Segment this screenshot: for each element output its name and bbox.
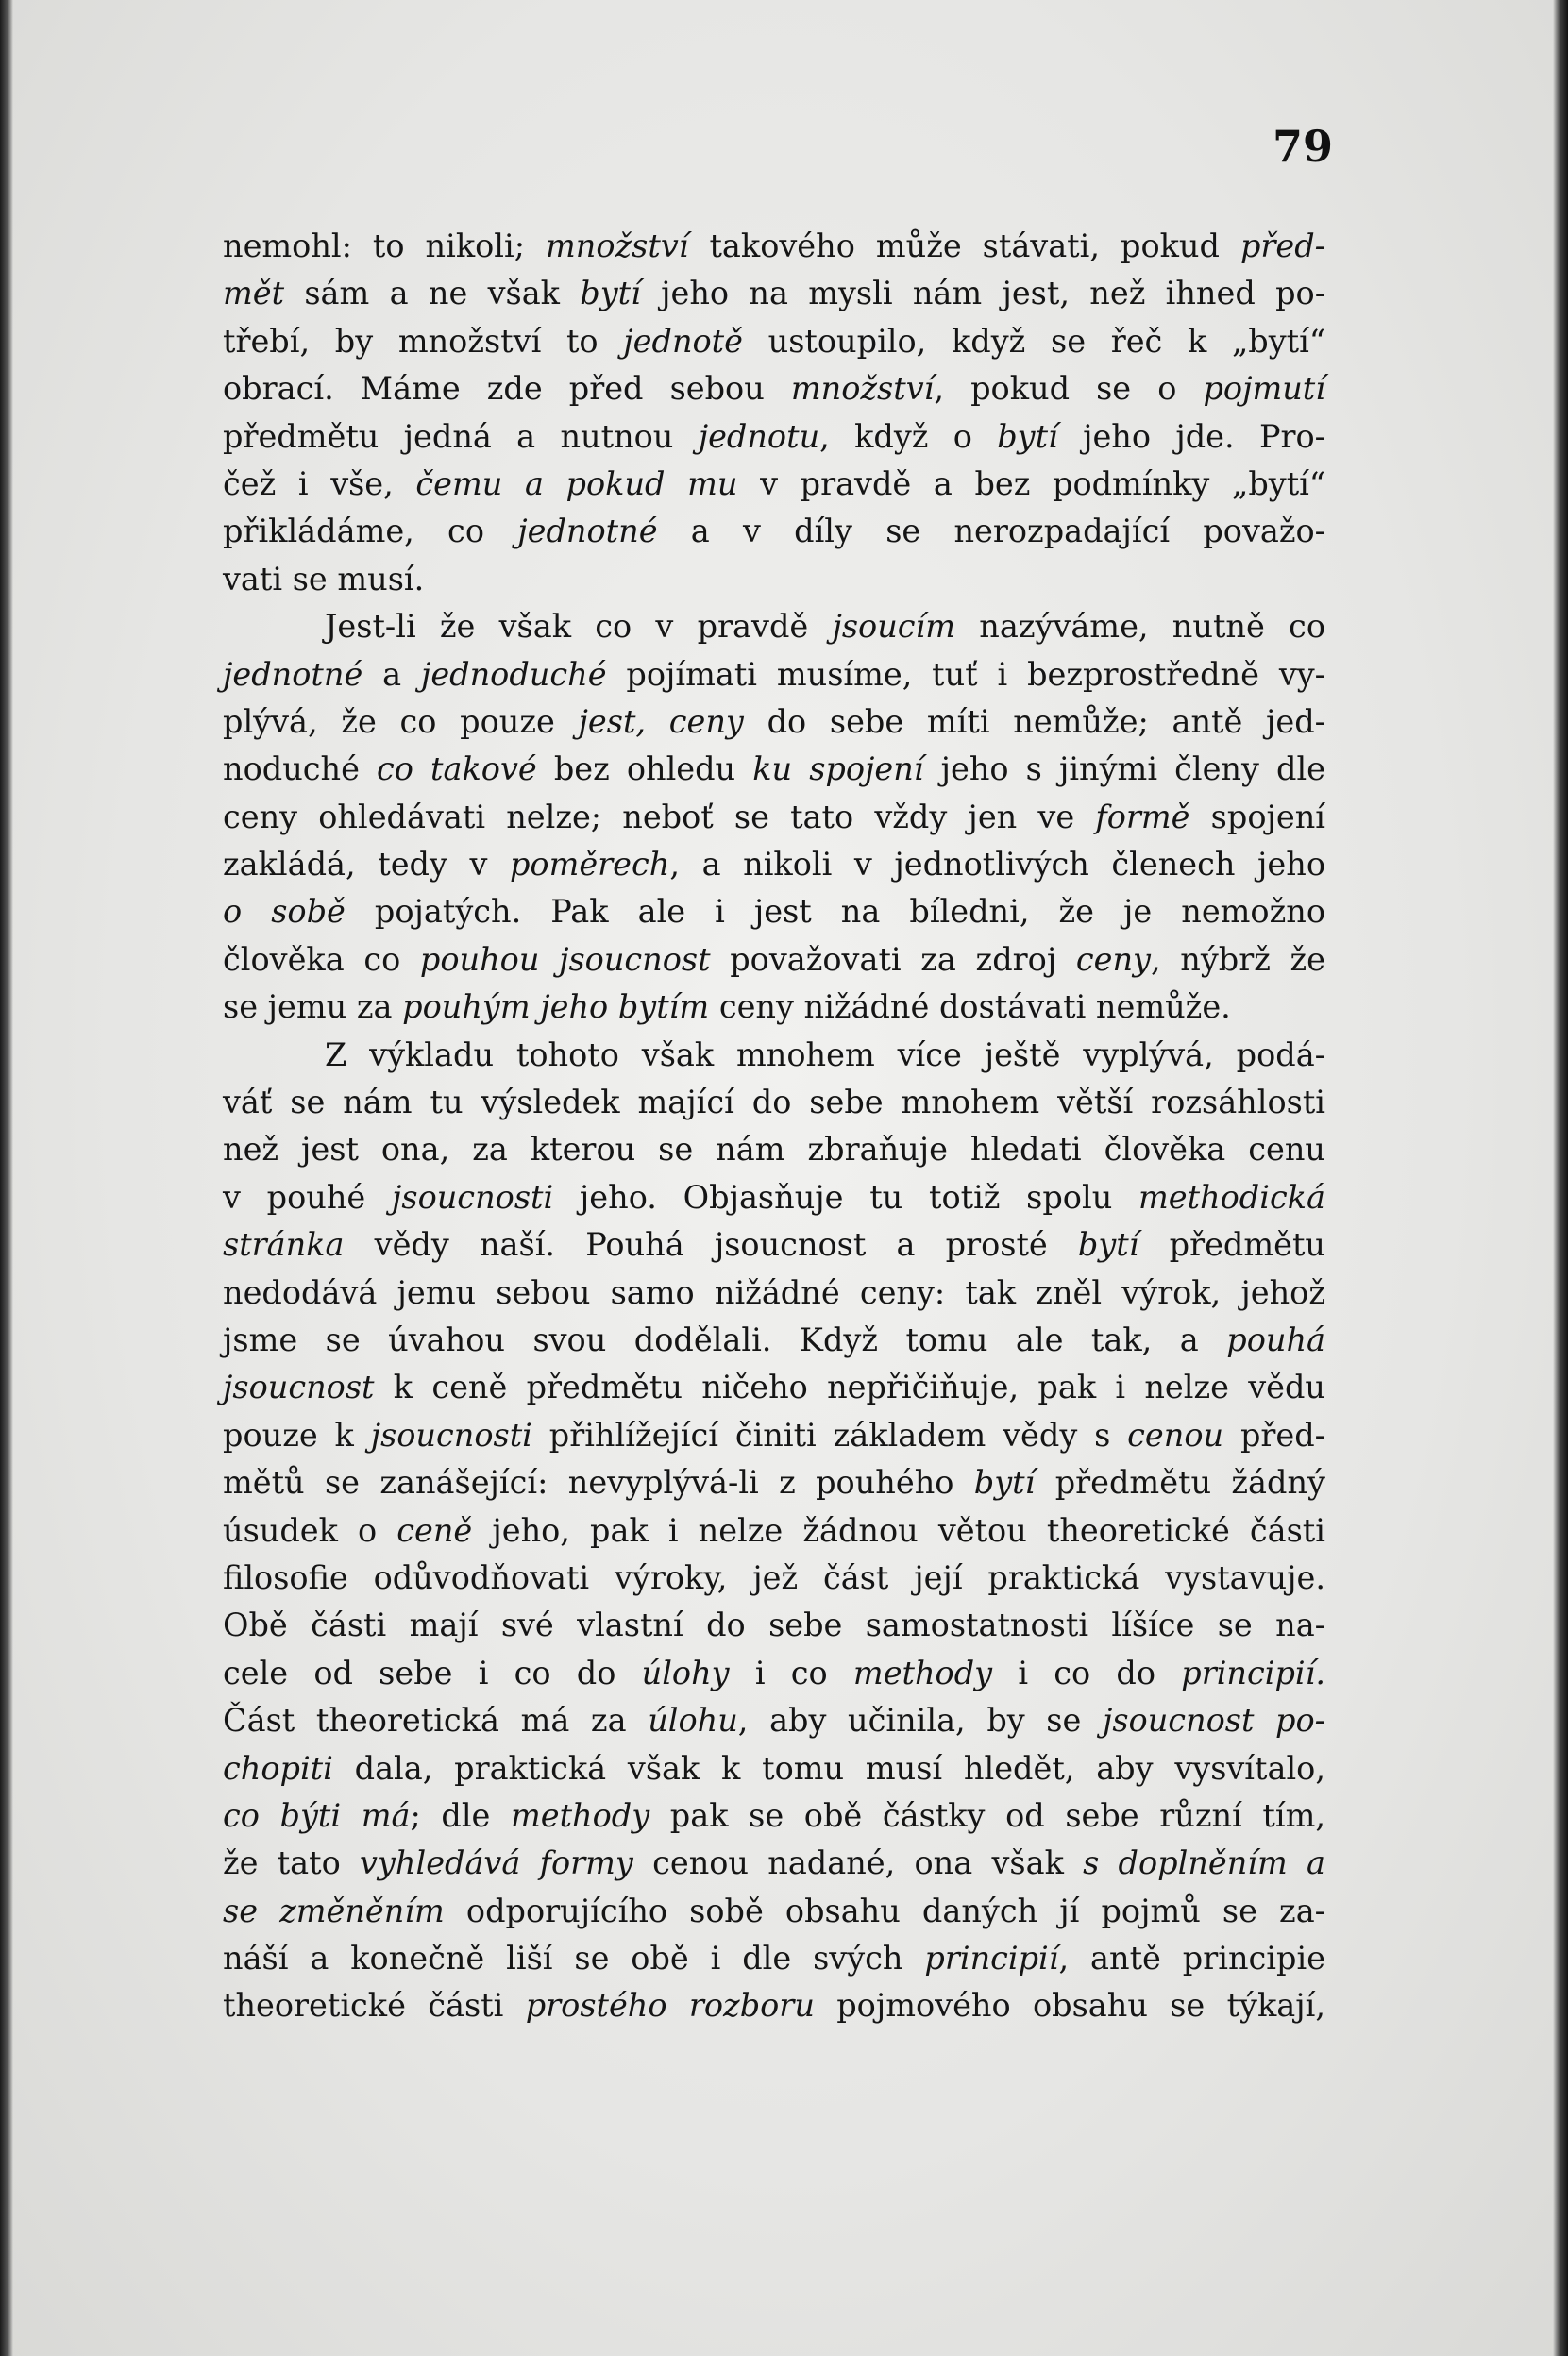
text-segment: do sebe míti nemůže; antě jed-	[743, 702, 1326, 740]
text-segment: jeho na mysli nám jest, než ihned po-	[640, 275, 1326, 312]
italic-text-segment: jednotné	[223, 655, 363, 693]
text-segment: ceny ohledávati nelze; neboť se tato vždy jen ve	[223, 798, 1096, 835]
italic-text-segment: jednotu	[698, 417, 820, 455]
text-line	[223, 365, 1325, 412]
italic-text-segment: jednotě	[623, 322, 743, 360]
text-segment: pouze k	[223, 1416, 371, 1454]
text-segment: bez ohledu	[536, 750, 753, 788]
text-line	[223, 1459, 1325, 1506]
text-line	[223, 841, 1325, 888]
text-segment: Obě části mají své vlastní do sebe samostatnosti líšíce se na-	[223, 1607, 1325, 1644]
text-segment: pojatých. Pak ale i jest na bíledni, že je nemožno	[345, 893, 1325, 931]
text-line	[223, 413, 1325, 461]
page-left-edge-shadow	[0, 0, 13, 2356]
italic-text-segment: pouhým jeho bytím	[402, 988, 710, 1026]
text-segment: náší a konečně liší se obě i dle svých	[223, 1940, 925, 1977]
text-segment: přikládáme, co	[223, 513, 518, 550]
text-segment: Z výkladu tohoto však mnohem více ještě vyplývá, podá-	[325, 1035, 1325, 1073]
text-segment: se jemu za	[223, 988, 403, 1026]
text-segment: před-	[1223, 1416, 1325, 1454]
italic-text-segment: vyhledává formy	[360, 1844, 633, 1882]
text-line	[223, 1364, 1325, 1411]
text-segment: než jest ona, za kterou se nám zbraňuje hledati člověka cenu	[223, 1131, 1325, 1169]
text-line	[223, 1412, 1325, 1459]
text-line	[223, 1792, 1325, 1840]
text-line	[223, 1317, 1325, 1364]
text-segment: , pokud se o	[934, 370, 1204, 408]
text-segment: v pouhé	[223, 1178, 392, 1216]
italic-text-segment: úlohu	[648, 1702, 738, 1740]
text-segment: mětů se zanášející: nevyplývá-li z pouhého	[223, 1464, 974, 1502]
italic-text-segment: mět	[223, 275, 285, 312]
italic-text-segment: jsoucnosti	[391, 1178, 554, 1216]
text-segment: i co	[729, 1654, 853, 1691]
text-segment: nemohl: to nikoli;	[223, 227, 546, 264]
italic-text-segment: principií	[924, 1940, 1059, 1977]
text-line	[223, 1079, 1325, 1126]
italic-text-segment: cenou	[1127, 1416, 1224, 1454]
text-segment: pak se obě částky od sebe různí tím,	[649, 1796, 1325, 1834]
italic-text-segment: bytí	[580, 275, 641, 312]
italic-text-segment: bytí	[973, 1464, 1036, 1502]
text-line	[223, 1270, 1325, 1317]
text-segment: ustoupilo, když se řeč k „bytí“	[742, 322, 1325, 360]
italic-text-segment: jednotné	[517, 513, 658, 550]
text-line	[223, 1555, 1325, 1602]
text-line	[223, 603, 1325, 650]
text-segment: , antě principie	[1058, 1940, 1325, 1977]
italic-text-segment: poměrech	[509, 846, 670, 884]
text-segment: čež i vše,	[223, 464, 416, 502]
italic-text-segment: bytí	[997, 417, 1058, 455]
text-segment: a	[362, 655, 421, 693]
text-segment: úsudek o	[223, 1511, 397, 1549]
italic-text-segment: jsoucnosti	[370, 1416, 532, 1454]
text-segment: dala, praktická však k tomu musí hledět, aby vysvítalo,	[332, 1749, 1325, 1787]
text-segment: cele od sebe i co do	[223, 1654, 642, 1691]
italic-text-segment: prostého rozboru	[525, 1987, 815, 2025]
text-line	[223, 651, 1325, 698]
italic-text-segment: jest, ceny	[578, 702, 744, 740]
text-segment: předmětu jedná a nutnou	[223, 417, 699, 455]
italic-text-segment: o sobě	[223, 893, 346, 931]
italic-text-segment: se změněním	[223, 1892, 445, 1929]
text-segment: , když o	[819, 417, 998, 455]
text-segment: jeho s jinými členy dle	[923, 750, 1326, 788]
text-segment: jeho, pak i nelze žádnou větou theoretické části	[472, 1511, 1325, 1549]
italic-text-segment: ku spojení	[752, 750, 924, 788]
text-segment: jeho jde. Pro-	[1057, 417, 1325, 455]
text-segment: spojení	[1189, 798, 1325, 835]
text-line	[223, 270, 1325, 317]
body-text	[223, 223, 1325, 2030]
text-segment: ceny nižádné dostávati nemůže.	[709, 988, 1231, 1026]
text-line	[223, 1126, 1325, 1173]
italic-text-segment: jsoucnost	[223, 1369, 375, 1406]
text-line	[223, 1840, 1325, 1887]
text-segment: nazýváme, nutně co	[955, 608, 1325, 646]
text-segment: plývá, že co pouze	[223, 702, 579, 740]
text-segment: pojímati musíme, tuť i bezprostředně vy-	[606, 655, 1325, 693]
text-segment: i co do	[992, 1654, 1182, 1691]
text-segment: přihlížející činiti základem vědy s	[531, 1416, 1128, 1454]
text-line	[223, 1602, 1325, 1649]
italic-text-segment: množství	[790, 370, 935, 408]
text-line	[223, 556, 1325, 603]
text-line	[223, 936, 1325, 984]
text-line	[223, 1888, 1325, 1935]
italic-text-segment: množství	[546, 227, 689, 264]
text-line	[223, 1221, 1325, 1269]
italic-text-segment: pojmutí	[1203, 370, 1325, 408]
italic-text-segment: ceny	[1075, 940, 1151, 978]
text-segment: vati se musí.	[223, 560, 425, 597]
text-line	[223, 888, 1325, 935]
text-segment: jsme se úvahou svou dodělali. Když tomu ale tak, a	[223, 1321, 1227, 1358]
page-right-edge-shadow	[1553, 0, 1568, 2356]
text-segment: obrací. Máme zde před sebou	[223, 370, 791, 408]
text-segment: Část theoretická má za	[223, 1702, 649, 1740]
italic-text-segment: jsoucím	[832, 608, 956, 646]
text-segment: , aby učinila, by se	[737, 1702, 1103, 1740]
text-line	[223, 1745, 1325, 1792]
text-segment: vědy naší. Pouhá jsoucnost a prosté	[344, 1226, 1078, 1264]
italic-text-segment: čemu a pokud mu	[415, 464, 738, 502]
text-line	[223, 1650, 1325, 1697]
text-line	[223, 698, 1325, 746]
text-segment: , a nikoli v jednotlivých členech jeho	[669, 846, 1325, 884]
italic-text-segment: co takové	[377, 750, 537, 788]
text-segment: cenou nadané, ona však	[632, 1844, 1084, 1882]
text-segment: theoretické části	[223, 1987, 526, 2025]
page-number: 79	[1273, 121, 1334, 172]
italic-text-segment: formě	[1095, 798, 1190, 835]
text-segment: ; dle	[410, 1796, 511, 1834]
italic-text-segment: principií.	[1181, 1654, 1325, 1691]
text-segment: k ceně předmětu ničeho nepřičiňuje, pak i nelze vědu	[374, 1369, 1325, 1406]
italic-text-segment: methody	[852, 1654, 993, 1691]
text-line	[223, 318, 1325, 365]
text-segment: sám a ne však	[284, 275, 581, 312]
text-line	[223, 984, 1325, 1031]
text-line	[223, 1174, 1325, 1221]
text-line	[223, 1935, 1325, 1982]
italic-text-segment: jsoucnost po-	[1102, 1702, 1325, 1740]
text-segment: zakládá, tedy v	[223, 846, 510, 884]
italic-text-segment: bytí	[1077, 1226, 1139, 1264]
text-segment: že tato	[223, 1844, 361, 1882]
text-segment: noduché	[223, 750, 378, 788]
italic-text-segment: s doplněním a	[1083, 1844, 1326, 1882]
text-line	[223, 223, 1325, 270]
italic-text-segment: úlohy	[641, 1654, 730, 1691]
italic-text-segment: ceně	[396, 1511, 473, 1549]
text-line	[223, 508, 1325, 555]
text-segment: a v díly se nerozpadající považo-	[657, 513, 1325, 550]
text-line	[223, 794, 1325, 841]
italic-text-segment: před-	[1239, 227, 1325, 264]
text-segment: třebí, by množství to	[223, 322, 624, 360]
text-segment: filosofie odůvodňovati výroky, jež část její praktická vystavuje.	[223, 1558, 1325, 1596]
text-line	[223, 746, 1325, 793]
text-segment: Jest-li že však co v pravdě	[325, 608, 833, 646]
italic-text-segment: pouhá	[1226, 1321, 1325, 1358]
italic-text-segment: methody	[511, 1796, 650, 1834]
italic-text-segment: pouhou jsoucnost	[419, 940, 711, 978]
text-segment: v pravdě a bez podmínky „bytí“	[737, 464, 1325, 502]
text-segment: předmětu žádný	[1035, 1464, 1325, 1502]
text-line	[223, 461, 1325, 508]
italic-text-segment: methodická	[1138, 1178, 1325, 1216]
text-line	[223, 1507, 1325, 1555]
text-segment: jeho. Objasňuje tu totiž spolu	[553, 1178, 1138, 1216]
italic-text-segment: co býti má	[223, 1796, 411, 1834]
text-line	[223, 1032, 1325, 1079]
italic-text-segment: chopiti	[223, 1749, 333, 1787]
italic-text-segment: jednoduché	[420, 655, 607, 693]
text-segment: předmětu	[1138, 1226, 1325, 1264]
text-segment: odporujícího sobě obsahu daných jí pojmů se za-	[444, 1892, 1325, 1929]
text-segment: považovati za zdroj	[710, 940, 1076, 978]
italic-text-segment: stránka	[223, 1226, 345, 1264]
text-segment: člověka co	[223, 940, 420, 978]
text-segment: , nýbrž že	[1150, 940, 1326, 978]
text-line	[223, 1697, 1325, 1744]
text-line	[223, 1982, 1325, 2029]
text-segment: pojmového obsahu se týkají,	[814, 1987, 1325, 2025]
text-segment: váť se nám tu výsledek mající do sebe mnohem větší rozsáhlosti	[223, 1084, 1325, 1121]
text-segment: nedodává jemu sebou samo nižádné ceny: tak zněl výrok, jehož	[223, 1273, 1325, 1311]
text-segment: takového může stávati, pokud	[688, 227, 1240, 264]
